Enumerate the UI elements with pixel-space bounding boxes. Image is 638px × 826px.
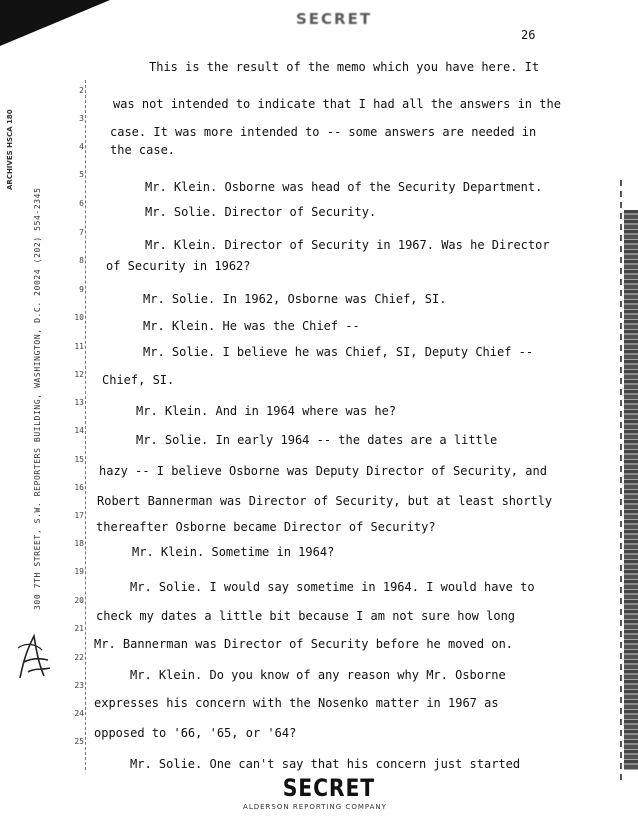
transcript-line: Mr. Solie. One can't say that his concern just started (130, 757, 521, 771)
line-number: 13 (74, 398, 84, 407)
transcript-line: Mr. Klein. And in 1964 where was he? (136, 404, 397, 418)
transcript-line: of Security in 1962? (106, 259, 251, 273)
margin-rule (85, 80, 86, 770)
transcript-line: Mr. Klein. Sometime in 1964? (132, 545, 335, 559)
line-number: 16 (74, 483, 84, 492)
line-number: 21 (74, 624, 84, 633)
scan-edge-noise (624, 210, 638, 770)
transcript-line: check my dates a little bit because I am not sure how long (96, 609, 516, 623)
line-number: 15 (74, 455, 84, 464)
transcript-line: Mr. Bannerman was Director of Security before he moved on. (94, 637, 514, 651)
line-number: 7 (79, 228, 84, 237)
transcript-line: Mr. Klein. He was the Chief -- (143, 319, 360, 333)
transcript-line: Mr. Solie. In early 1964 -- the dates are a little (136, 433, 498, 447)
scan-corner-shadow (0, 0, 110, 46)
line-number: 2 (79, 86, 84, 95)
transcript-line: Mr. Klein. Osborne was head of the Security Department. (145, 180, 543, 194)
page-number: 26 (521, 28, 536, 42)
header-classification: SECRET (296, 10, 373, 28)
line-number: 11 (74, 342, 84, 351)
line-number: 9 (79, 285, 84, 294)
transcript-line: hazy -- I believe Osborne was Deputy Director of Security, and (99, 464, 547, 478)
transcript-line: Mr. Klein. Do you know of any reason why Mr. Osborne (130, 668, 506, 682)
line-number: 19 (74, 567, 84, 576)
scan-edge-line (620, 180, 622, 780)
transcript-line: expresses his concern with the Nosenko matter in 1967 as (94, 696, 499, 710)
transcript-line: was not intended to indicate that I had all the answers in the (113, 97, 561, 111)
transcript-line: Mr. Solie. I would say sometime in 1964. I would have to (130, 580, 535, 594)
line-number: 22 (74, 653, 84, 662)
line-number: 8 (79, 256, 84, 265)
line-number: 6 (79, 199, 84, 208)
transcript-line: opposed to '66, '65, or '64? (94, 726, 297, 740)
transcript-line: Mr. Solie. I believe he was Chief, SI, Deputy Chief -- (143, 345, 534, 359)
line-number: 3 (79, 114, 84, 123)
line-number: 10 (74, 313, 84, 322)
line-number: 24 (74, 709, 84, 718)
transcript-line: case. It was more intended to -- some answers are needed in (110, 125, 537, 139)
line-number: 20 (74, 596, 84, 605)
transcript-line: This is the result of the memo which you have here. It (149, 60, 540, 74)
footer-classification: SECRET (282, 774, 376, 802)
handwritten-initials-icon (14, 628, 54, 684)
transcript-line: thereafter Osborne became Director of Security? (96, 520, 436, 534)
line-number: 12 (74, 370, 84, 379)
line-number: 23 (74, 681, 84, 690)
transcript-line: Mr. Klein. Director of Security in 1967. Was he Director (145, 238, 550, 252)
line-number: 5 (79, 170, 84, 179)
line-number: 18 (74, 539, 84, 548)
footer-company: ALDERSON REPORTING COMPANY (243, 803, 387, 811)
transcript-line: the case. (110, 143, 176, 157)
reporter-address: 300 7TH STREET, S.W. REPORTERS BUILDING, WASHINGTON, D.C. 20024 (202) 554-2345 (33, 187, 42, 610)
transcript-line: Chief, SI. (102, 373, 175, 387)
transcript-line: Mr. Solie. In 1962, Osborne was Chief, SI. (143, 292, 447, 306)
archive-stamp: ARCHIVES HSCA 180 (6, 109, 14, 190)
transcript-line: Robert Bannerman was Director of Security, but at least shortly (97, 494, 553, 508)
line-number: 14 (74, 426, 84, 435)
line-number: 25 (74, 737, 84, 746)
line-number: 17 (74, 511, 84, 520)
transcript-line: Mr. Solie. Director of Security. (145, 205, 377, 219)
line-number: 4 (79, 142, 84, 151)
